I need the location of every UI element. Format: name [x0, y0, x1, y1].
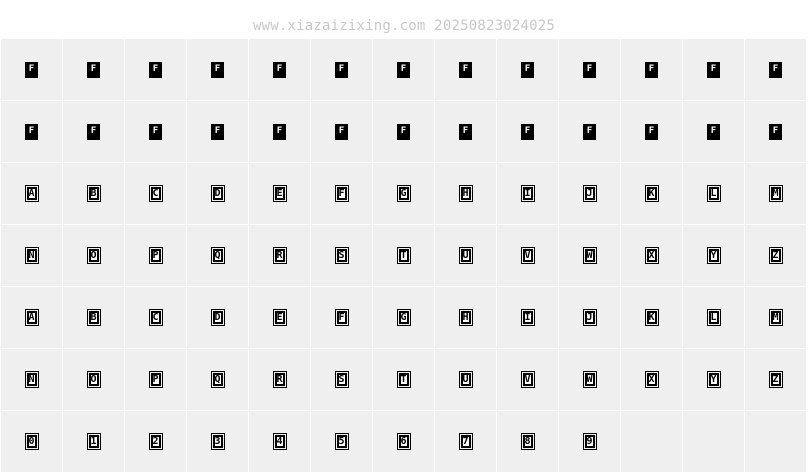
glyph-cell [435, 349, 496, 410]
glyph-sample: F [87, 62, 100, 78]
glyph-cell [621, 163, 682, 224]
glyph-sample: S [338, 249, 345, 261]
glyph-sample: D [214, 311, 221, 323]
glyph-cell [125, 163, 186, 224]
glyph-cell [125, 225, 186, 286]
glyph-cell [497, 349, 558, 410]
glyph-sample: J [586, 187, 593, 199]
glyph-sample: C [152, 311, 159, 323]
glyph-sample: F [25, 62, 38, 78]
glyph-cell [745, 163, 806, 224]
glyph-sample: F [769, 124, 782, 140]
glyph-cell [373, 287, 434, 348]
glyph-sample: A [28, 311, 35, 323]
glyph-cell [559, 101, 620, 162]
glyph-sample: F [397, 62, 410, 78]
glyph-sample: F [645, 62, 658, 78]
glyph-cell [745, 101, 806, 162]
glyph-cell [1, 225, 62, 286]
glyph-cell [683, 163, 744, 224]
glyph-cell [187, 101, 248, 162]
glyph-sample: H [462, 311, 469, 323]
glyph-sample: B [90, 311, 97, 323]
glyph-cell [621, 101, 682, 162]
glyph-cell [311, 163, 372, 224]
glyph-cell [497, 39, 558, 100]
glyph-sample: K [648, 311, 655, 323]
glyph-cell [683, 287, 744, 348]
glyph-sample: K [648, 187, 655, 199]
glyph-sample: T [400, 249, 407, 261]
glyph-cell [187, 39, 248, 100]
glyph-cell [497, 225, 558, 286]
glyph-sample: P [152, 249, 159, 261]
glyph-cell [249, 349, 310, 410]
glyph-cell [559, 163, 620, 224]
glyph-cell [621, 411, 682, 472]
glyph-cell [559, 287, 620, 348]
glyph-sample: U [462, 249, 469, 261]
glyph-cell [311, 101, 372, 162]
glyph-cell [435, 101, 496, 162]
glyph-sample: F [707, 124, 720, 140]
glyph-cell [373, 349, 434, 410]
glyph-sample: F [149, 124, 162, 140]
glyph-cell [683, 349, 744, 410]
glyph-cell [1, 39, 62, 100]
glyph-sample: F [583, 62, 596, 78]
glyph-sample: X [648, 249, 655, 261]
glyph-sample: W [586, 249, 593, 261]
glyph-sample: F [583, 124, 596, 140]
glyph-cell [1, 163, 62, 224]
glyph-sample: I [524, 311, 531, 323]
glyph-cell [249, 163, 310, 224]
glyph-sample: L [710, 187, 717, 199]
glyph-sample: N [28, 249, 35, 261]
glyph-sample: R [276, 373, 283, 385]
glyph-sample: F [707, 62, 720, 78]
glyph-sample: Q [214, 249, 221, 261]
glyph-sample: P [152, 373, 159, 385]
glyph-sample: F [335, 62, 348, 78]
glyph-cell [187, 287, 248, 348]
glyph-cell [63, 101, 124, 162]
glyph-sample: N [28, 373, 35, 385]
glyph-sample: S [338, 373, 345, 385]
glyph-cell [187, 225, 248, 286]
glyph-cell [125, 287, 186, 348]
glyph-grid [1, 39, 806, 472]
glyph-cell [435, 163, 496, 224]
glyph-sample: A [28, 187, 35, 199]
glyph-cell [621, 349, 682, 410]
glyph-sample: Q [214, 373, 221, 385]
glyph-cell [249, 225, 310, 286]
glyph-cell [373, 163, 434, 224]
glyph-sample: F [211, 62, 224, 78]
glyph-cell [125, 101, 186, 162]
glyph-sample: E [276, 311, 283, 323]
glyph-sample: 1 [90, 435, 97, 447]
glyph-cell [249, 39, 310, 100]
glyph-sample: 5 [338, 435, 345, 447]
glyph-cell [373, 39, 434, 100]
glyph-cell [311, 349, 372, 410]
glyph-cell [63, 225, 124, 286]
glyph-sample: 4 [276, 435, 283, 447]
glyph-sample: M [772, 311, 779, 323]
glyph-sample: F [459, 124, 472, 140]
glyph-cell [311, 411, 372, 472]
glyph-cell [621, 225, 682, 286]
glyph-sample: Y [710, 373, 717, 385]
glyph-sample: V [524, 373, 531, 385]
glyph-cell [249, 101, 310, 162]
glyph-cell [1, 101, 62, 162]
glyph-sample: F [769, 62, 782, 78]
glyph-sample: X [648, 373, 655, 385]
glyph-cell [63, 39, 124, 100]
glyph-cell [1, 411, 62, 472]
glyph-cell [745, 225, 806, 286]
glyph-cell [435, 411, 496, 472]
glyph-cell [187, 163, 248, 224]
glyph-cell [1, 349, 62, 410]
glyph-sample: V [524, 249, 531, 261]
glyph-cell [683, 411, 744, 472]
glyph-cell [559, 39, 620, 100]
glyph-cell [311, 287, 372, 348]
glyph-cell [435, 39, 496, 100]
glyph-cell [373, 225, 434, 286]
glyph-cell [497, 287, 558, 348]
glyph-cell [559, 349, 620, 410]
glyph-sample: H [462, 187, 469, 199]
glyph-sample: I [524, 187, 531, 199]
glyph-sample: F [459, 62, 472, 78]
glyph-cell [683, 101, 744, 162]
glyph-cell [63, 163, 124, 224]
glyph-sample: 9 [586, 435, 593, 447]
glyph-sample: F [149, 62, 162, 78]
glyph-sample: F [273, 124, 286, 140]
glyph-sample: Y [710, 249, 717, 261]
glyph-cell [1, 287, 62, 348]
glyph-sample: C [152, 187, 159, 199]
glyph-sample: F [521, 62, 534, 78]
glyph-cell [497, 411, 558, 472]
glyph-sample: 3 [214, 435, 221, 447]
glyph-sample: F [25, 124, 38, 140]
glyph-cell [311, 225, 372, 286]
glyph-cell [745, 39, 806, 100]
glyph-sample: F [397, 124, 410, 140]
glyph-cell [63, 349, 124, 410]
watermark-text: www.xiazaizixing.com 20250823024025 [252, 18, 555, 34]
glyph-cell [559, 411, 620, 472]
glyph-sample: F [645, 124, 658, 140]
glyph-cell [187, 411, 248, 472]
glyph-cell [373, 101, 434, 162]
glyph-sample: F [211, 124, 224, 140]
glyph-cell [187, 349, 248, 410]
glyph-cell [559, 225, 620, 286]
glyph-cell [497, 101, 558, 162]
glyph-sample: 2 [152, 435, 159, 447]
glyph-sample: B [90, 187, 97, 199]
glyph-sample: 7 [462, 435, 469, 447]
glyph-cell [125, 349, 186, 410]
glyph-sample: M [772, 187, 779, 199]
glyph-sample: E [276, 187, 283, 199]
glyph-cell [125, 411, 186, 472]
glyph-cell [311, 39, 372, 100]
glyph-cell [745, 287, 806, 348]
glyph-cell [63, 287, 124, 348]
glyph-cell [745, 349, 806, 410]
glyph-sample: D [214, 187, 221, 199]
glyph-cell [63, 411, 124, 472]
glyph-sample: U [462, 373, 469, 385]
glyph-sample: O [90, 373, 97, 385]
glyph-sample: F [87, 124, 100, 140]
glyph-sample: Z [772, 373, 779, 385]
glyph-cell [683, 39, 744, 100]
glyph-cell [621, 287, 682, 348]
glyph-cell [373, 411, 434, 472]
glyph-cell [745, 411, 806, 472]
glyph-sample: L [710, 311, 717, 323]
glyph-sample: T [400, 373, 407, 385]
glyph-sample: F [521, 124, 534, 140]
glyph-sample: F [338, 311, 345, 323]
glyph-sample: F [273, 62, 286, 78]
glyph-sample: F [338, 187, 345, 199]
glyph-sample: R [276, 249, 283, 261]
glyph-sample: 6 [400, 435, 407, 447]
glyph-cell [683, 225, 744, 286]
glyph-sample: 8 [524, 435, 531, 447]
glyph-cell [435, 225, 496, 286]
glyph-cell [435, 287, 496, 348]
glyph-sample: J [586, 311, 593, 323]
glyph-cell [621, 39, 682, 100]
glyph-sample: Z [772, 249, 779, 261]
glyph-sample: 0 [28, 435, 35, 447]
glyph-cell [497, 163, 558, 224]
glyph-cell [249, 287, 310, 348]
glyph-sample: G [400, 311, 407, 323]
glyph-sample: G [400, 187, 407, 199]
glyph-cell [249, 411, 310, 472]
glyph-sample: F [335, 124, 348, 140]
glyph-sample: O [90, 249, 97, 261]
glyph-cell [125, 39, 186, 100]
glyph-sample: W [586, 373, 593, 385]
